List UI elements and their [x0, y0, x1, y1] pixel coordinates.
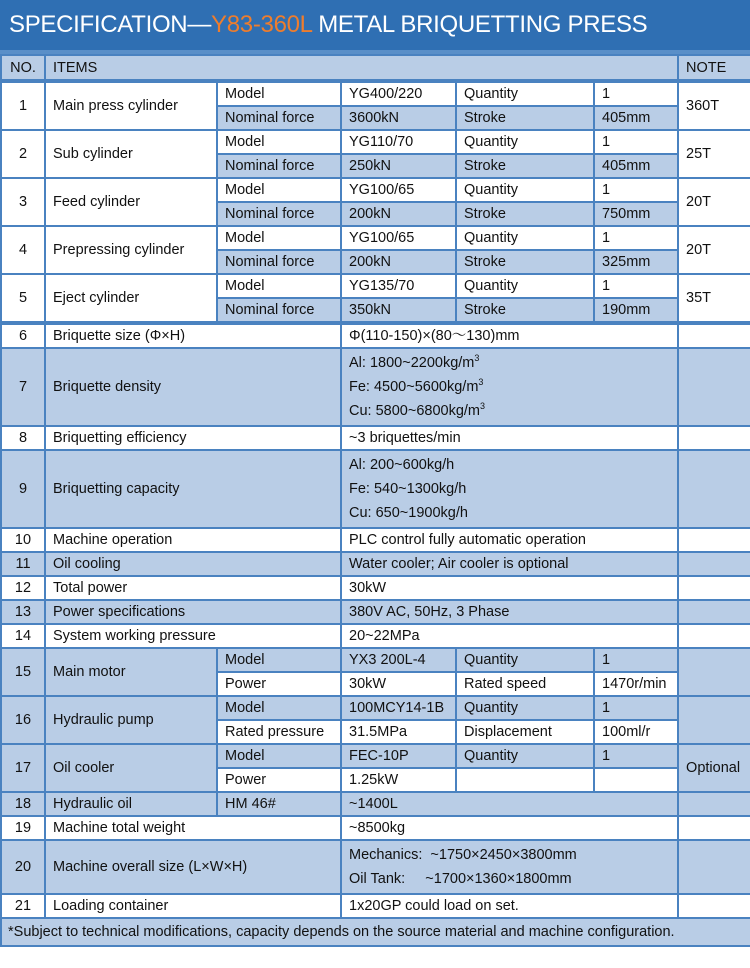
sub-label: Quantity	[456, 130, 594, 154]
table-row	[1, 274, 750, 298]
row-no: 21	[1, 894, 45, 918]
sub-label: Displacement	[456, 720, 594, 744]
spec-table	[0, 54, 750, 81]
row-item: Main press cylinder	[45, 82, 217, 130]
sub-value: 750mm	[594, 202, 678, 226]
row-item: Briquette density	[45, 348, 341, 426]
row-note	[678, 696, 750, 744]
cylinder-table	[0, 81, 750, 323]
sub-label: Quantity	[456, 82, 594, 106]
sub-label: Model	[217, 226, 341, 250]
row-no: 15	[1, 648, 45, 696]
sub-value: 100MCY14-1B	[341, 696, 456, 720]
sub-value: 250kN	[341, 154, 456, 178]
sub-value: 1	[594, 274, 678, 298]
row-no: 9	[1, 450, 45, 528]
row-note	[678, 528, 750, 552]
row-note: 25T	[678, 130, 750, 178]
row-item: Loading container	[45, 894, 341, 918]
title-prefix: SPECIFICATION—	[9, 11, 212, 38]
header-items: ITEMS	[45, 55, 678, 80]
sub-label: Model	[217, 130, 341, 154]
row-no: 12	[1, 576, 45, 600]
row-note	[678, 426, 750, 450]
sub-label: Rated pressure	[217, 720, 341, 744]
row-note	[678, 324, 750, 348]
row-value: Φ(110-150)×(80～130)mm	[341, 324, 678, 348]
sub-label: Stroke	[456, 106, 594, 130]
table-row	[1, 450, 750, 528]
sub-label: Quantity	[456, 696, 594, 720]
row-no: 6	[1, 324, 45, 348]
row-no: 5	[1, 274, 45, 322]
table-row	[1, 426, 750, 450]
row-no: 3	[1, 178, 45, 226]
row-note	[678, 552, 750, 576]
header-row	[1, 55, 750, 80]
row-item: Prepressing cylinder	[45, 226, 217, 274]
row-no: 17	[1, 744, 45, 792]
sub-value: YX3 200L-4	[341, 648, 456, 672]
row-value: Water cooler; Air cooler is optional	[341, 552, 678, 576]
row-item: Machine operation	[45, 528, 341, 552]
row-note	[678, 792, 750, 816]
row-item: Oil cooler	[45, 744, 217, 792]
sub-value: 1	[594, 178, 678, 202]
row-item: Feed cylinder	[45, 178, 217, 226]
sub-value: 31.5MPa	[341, 720, 456, 744]
row-item: Sub cylinder	[45, 130, 217, 178]
row-item: Hydraulic pump	[45, 696, 217, 744]
sub-value: 100ml/r	[594, 720, 678, 744]
row-value: PLC control fully automatic operation	[341, 528, 678, 552]
row-note	[678, 816, 750, 840]
row-value: Al: $1800\sim 2200kg/m^3$ Fe: $4500\sim 5600kg/m^3$ Cu: $5800\sim 6800kg/m^3$	[341, 348, 678, 426]
table-row	[1, 840, 750, 894]
sub-value: 1	[594, 696, 678, 720]
sub-value: YG135/70	[341, 274, 456, 298]
row-item: Machine total weight	[45, 816, 341, 840]
row-value: 380V AC, 50Hz, 3 Phase	[341, 600, 678, 624]
title-model: Y83-360L	[211, 11, 312, 38]
sub-label: Model	[217, 178, 341, 202]
row-value: 1x20GP could load on set.	[341, 894, 678, 918]
sub-label: Quantity	[456, 178, 594, 202]
row-note	[678, 600, 750, 624]
table-row	[1, 624, 750, 648]
sub-label: Model	[217, 696, 341, 720]
row-note: 35T	[678, 274, 750, 322]
sub-value: 1470r/min	[594, 672, 678, 696]
sub-value: 200kN	[341, 250, 456, 274]
row-no: 19	[1, 816, 45, 840]
sub-value: 1	[594, 130, 678, 154]
row-item: Total power	[45, 576, 341, 600]
sub-label: Stroke	[456, 154, 594, 178]
row-item: System working pressure	[45, 624, 341, 648]
sub-value: 350kN	[341, 298, 456, 322]
table-row	[1, 178, 750, 202]
sub-value: 200kN	[341, 202, 456, 226]
sub-value: YG400/220	[341, 82, 456, 106]
table-row	[1, 894, 750, 918]
row-item: Eject cylinder	[45, 274, 217, 322]
row-no: 8	[1, 426, 45, 450]
sub-label: Stroke	[456, 298, 594, 322]
row-item: Hydraulic oil	[45, 792, 217, 816]
sub-label: Rated speed	[456, 672, 594, 696]
row-note	[678, 648, 750, 696]
row-value: Al: 200~600kg/h Fe: 540~1300kg/h Cu: 650~1900kg/h	[341, 450, 678, 528]
row-note	[678, 624, 750, 648]
sub-label: Nominal force	[217, 298, 341, 322]
sub-label: Model	[217, 274, 341, 298]
table-row	[1, 600, 750, 624]
sub-value: 3600kN	[341, 106, 456, 130]
sub-label: Nominal force	[217, 154, 341, 178]
sub-value: 1	[594, 648, 678, 672]
header-no: NO.	[1, 55, 45, 80]
row-grade: HM 46#	[217, 792, 341, 816]
page-title	[0, 0, 750, 54]
row-note	[678, 576, 750, 600]
sub-label: Model	[217, 82, 341, 106]
title-suffix: METAL BRIQUETTING PRESS	[311, 11, 648, 38]
row-no: 18	[1, 792, 45, 816]
table-row	[1, 130, 750, 154]
sub-value: 1	[594, 744, 678, 768]
row-no: 1	[1, 82, 45, 130]
sub-value: YG100/65	[341, 226, 456, 250]
row-value: ~1400L	[341, 792, 678, 816]
header-note: NOTE	[678, 55, 750, 80]
row-value: 30kW	[341, 576, 678, 600]
row-no: 16	[1, 696, 45, 744]
row-note: Optional	[678, 744, 750, 792]
sub-label: Quantity	[456, 648, 594, 672]
table-row	[1, 792, 750, 816]
row-note	[678, 840, 750, 894]
row-no: 4	[1, 226, 45, 274]
row-no: 14	[1, 624, 45, 648]
sub-label: Model	[217, 648, 341, 672]
row-value: Mechanics: ~1750×2450×3800mm Oil Tank: ~1700×1360×1800mm	[341, 840, 678, 894]
row-note	[678, 450, 750, 528]
sub-value	[594, 768, 678, 792]
sub-label: Model	[217, 744, 341, 768]
sub-label: Power	[217, 768, 341, 792]
row-no: 20	[1, 840, 45, 894]
footnote-row	[1, 918, 750, 946]
row-value: 20~22MPa	[341, 624, 678, 648]
row-no: 2	[1, 130, 45, 178]
row-note	[678, 894, 750, 918]
sub-label: Stroke	[456, 202, 594, 226]
table-row	[1, 744, 750, 768]
table-row	[1, 82, 750, 106]
sub-label: Nominal force	[217, 106, 341, 130]
table-row	[1, 816, 750, 840]
sub-value: 1.25kW	[341, 768, 456, 792]
sub-label: Quantity	[456, 274, 594, 298]
row-value: ~3 briquettes/min	[341, 426, 678, 450]
spec-table-body	[0, 323, 750, 947]
row-note: 360T	[678, 82, 750, 130]
row-item: Machine overall size (L×W×H)	[45, 840, 341, 894]
row-item: Briquette size (Φ×H)	[45, 324, 341, 348]
row-note: 20T	[678, 226, 750, 274]
row-item: Main motor	[45, 648, 217, 696]
sub-label: Nominal force	[217, 202, 341, 226]
sub-label: Quantity	[456, 744, 594, 768]
sub-value: 325mm	[594, 250, 678, 274]
sub-value: 190mm	[594, 298, 678, 322]
sub-value: FEC-10P	[341, 744, 456, 768]
sub-value: 1	[594, 226, 678, 250]
sub-label: Power	[217, 672, 341, 696]
table-row	[1, 226, 750, 250]
sub-label: Nominal force	[217, 250, 341, 274]
table-row	[1, 648, 750, 672]
row-note	[678, 348, 750, 426]
sub-value: YG100/65	[341, 178, 456, 202]
row-no: 7	[1, 348, 45, 426]
row-no: 13	[1, 600, 45, 624]
table-row	[1, 696, 750, 720]
row-value: ~8500kg	[341, 816, 678, 840]
row-item: Power specifications	[45, 600, 341, 624]
sub-value: YG110/70	[341, 130, 456, 154]
table-row	[1, 528, 750, 552]
sub-label: Stroke	[456, 250, 594, 274]
row-no: 10	[1, 528, 45, 552]
row-no: 11	[1, 552, 45, 576]
sub-value: 405mm	[594, 106, 678, 130]
row-item: Briquetting capacity	[45, 450, 341, 528]
sub-value: 1	[594, 82, 678, 106]
table-row	[1, 324, 750, 348]
table-row	[1, 348, 750, 426]
table-row	[1, 576, 750, 600]
row-item: Briquetting efficiency	[45, 426, 341, 450]
row-note: 20T	[678, 178, 750, 226]
footnote: *Subject to technical modifications, capacity depends on the source material and machine configuration.	[1, 918, 750, 946]
sub-value: 405mm	[594, 154, 678, 178]
sub-label: Quantity	[456, 226, 594, 250]
table-row	[1, 552, 750, 576]
row-item: Oil cooling	[45, 552, 341, 576]
sub-value: 30kW	[341, 672, 456, 696]
sub-label	[456, 768, 594, 792]
